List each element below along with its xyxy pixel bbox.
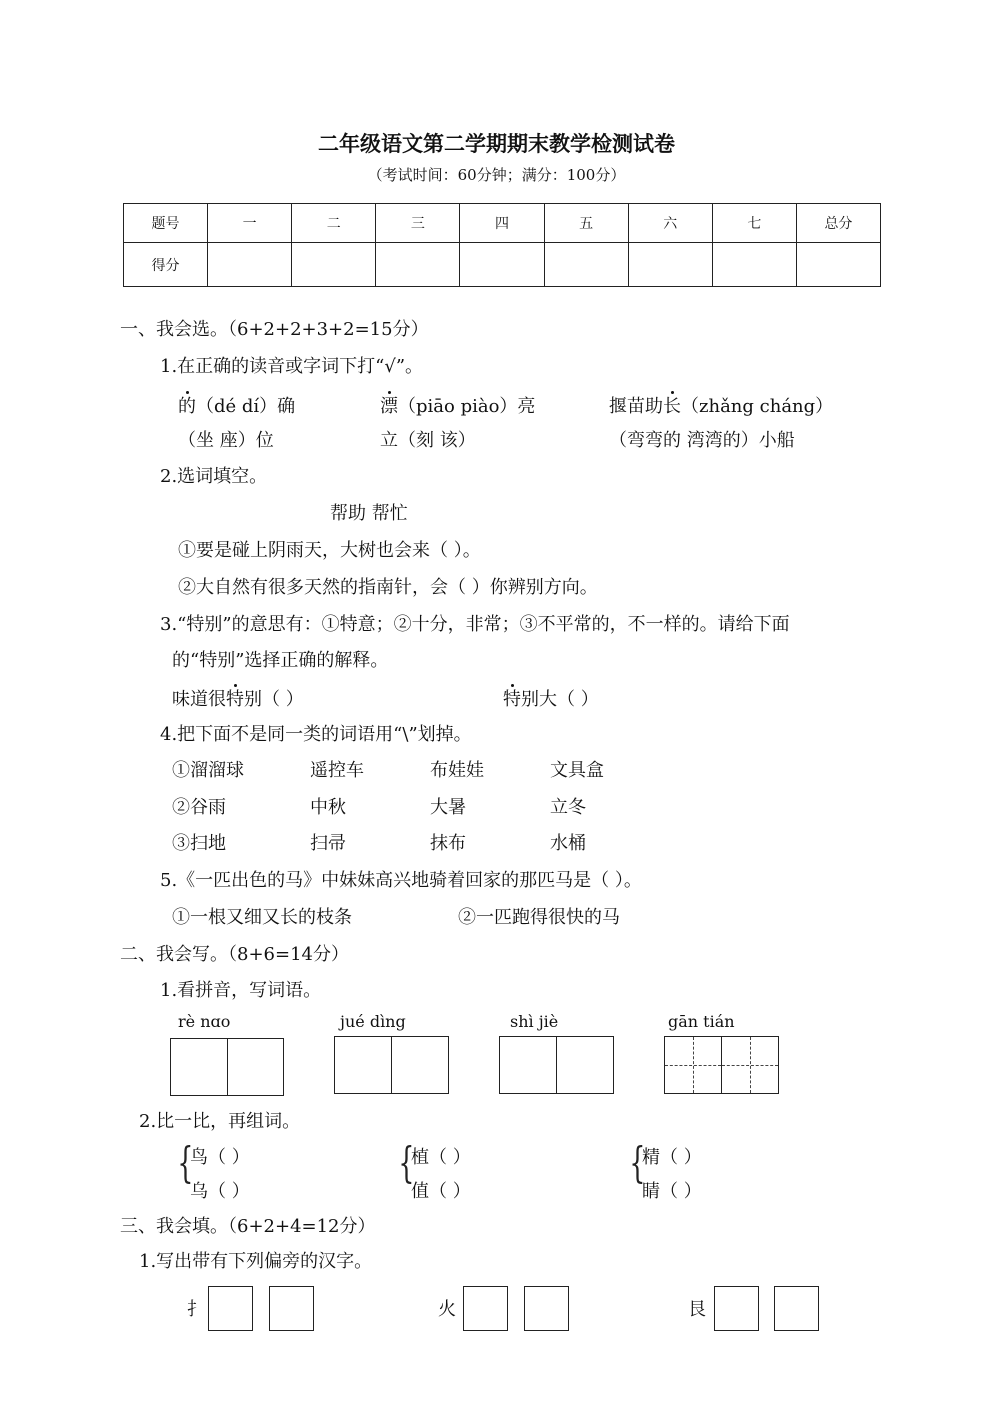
q4-prompt: 4.把下面不是同一类的词语用“\”划掉。 bbox=[160, 724, 472, 745]
row-label: 得分 bbox=[124, 243, 208, 287]
table-header-cell: 七 bbox=[712, 204, 796, 243]
writing-box[interactable] bbox=[334, 1036, 449, 1094]
score-cell[interactable] bbox=[628, 243, 712, 287]
dotted-char: 特 bbox=[226, 689, 244, 710]
q1-option-b2[interactable]: 立（刻 该） bbox=[380, 430, 476, 451]
score-cell[interactable] bbox=[376, 243, 460, 287]
score-cell[interactable] bbox=[712, 243, 796, 287]
phrase-text: 别 bbox=[244, 689, 262, 710]
dotted-char: 的 bbox=[178, 396, 196, 417]
q4-word[interactable]: ①溜溜球 bbox=[172, 760, 244, 781]
table-header-cell: 五 bbox=[544, 204, 628, 243]
radical-label: 火 bbox=[438, 1299, 456, 1320]
q1-option-a1[interactable] bbox=[178, 392, 295, 418]
answer-blank: （ ） bbox=[262, 689, 304, 710]
tian-grid-writing-box[interactable] bbox=[664, 1036, 779, 1094]
section-1-heading: 一、我会选。（6+2+2+3+2=15分） bbox=[120, 319, 429, 340]
radical-label: 艮 bbox=[688, 1299, 706, 1320]
table-header-cell: 二 bbox=[292, 204, 376, 243]
score-cell[interactable] bbox=[208, 243, 292, 287]
q1-option-a3[interactable] bbox=[609, 392, 833, 418]
compare-item[interactable]: 值（ ） bbox=[411, 1181, 471, 1202]
answer-box[interactable] bbox=[208, 1286, 253, 1331]
q4-word[interactable]: 抹布 bbox=[430, 833, 466, 854]
q4-word[interactable]: 水桶 bbox=[550, 833, 586, 854]
pinyin-label: gān tián bbox=[668, 1012, 735, 1031]
compare-item[interactable]: 鸟（ ） bbox=[190, 1147, 250, 1168]
q1-option-a2[interactable] bbox=[380, 392, 535, 418]
q4-word[interactable]: ③扫地 bbox=[172, 833, 226, 854]
pinyin-label: jué dìng bbox=[340, 1012, 406, 1031]
writing-box[interactable] bbox=[499, 1036, 614, 1094]
option-text: （piāo piào）亮 bbox=[398, 396, 536, 417]
dotted-char: 长 bbox=[663, 396, 681, 417]
table-header-cell: 总分 bbox=[796, 204, 880, 243]
q4-word[interactable]: 大暑 bbox=[430, 797, 466, 818]
q2-1-prompt: 1.看拼音，写词语。 bbox=[160, 980, 322, 1001]
score-cell[interactable] bbox=[796, 243, 880, 287]
table-header-cell: 四 bbox=[460, 204, 544, 243]
q3-1-prompt: 1.写出带有下列偏旁的汉字。 bbox=[139, 1251, 373, 1272]
q4-word[interactable]: 扫帚 bbox=[310, 833, 346, 854]
q4-word[interactable]: 立冬 bbox=[550, 797, 586, 818]
compare-item[interactable]: 植（ ） bbox=[411, 1147, 471, 1168]
q5-option-1[interactable]: ①一根又细又长的枝条 bbox=[172, 907, 352, 928]
q5-prompt: 5.《一匹出色的马》中妹妹高兴地骑着回家的那匹马是（ ）。 bbox=[160, 870, 642, 891]
compare-item[interactable]: 精（ ） bbox=[642, 1147, 702, 1168]
score-table-score-row bbox=[124, 243, 881, 287]
page-title: 二年级语文第二学期期末教学检测试卷 bbox=[318, 132, 675, 156]
q2-prompt: 2.选词填空。 bbox=[160, 466, 268, 487]
table-header-cell: 一 bbox=[208, 204, 292, 243]
brace-icon: { bbox=[177, 1138, 194, 1187]
score-table bbox=[123, 203, 881, 287]
compare-item[interactable]: 乌（ ） bbox=[190, 1181, 250, 1202]
score-table-header-row bbox=[124, 204, 881, 243]
q4-word[interactable]: ②谷雨 bbox=[172, 797, 226, 818]
answer-box[interactable] bbox=[463, 1286, 508, 1331]
q3-phrase-1[interactable] bbox=[172, 685, 304, 711]
q3-phrase-2[interactable] bbox=[503, 685, 599, 711]
q4-word[interactable]: 文具盒 bbox=[550, 760, 604, 781]
table-header-cell: 六 bbox=[628, 204, 712, 243]
q3-prompt-line-2: 的“特别”选择正确的解释。 bbox=[172, 650, 389, 671]
q2-2-prompt: 2.比一比，再组词。 bbox=[139, 1111, 301, 1132]
phrase-text: 味道很 bbox=[172, 689, 226, 710]
q4-word[interactable]: 布娃娃 bbox=[430, 760, 484, 781]
q1-prompt: 1.在正确的读音或字词下打“√”。 bbox=[160, 356, 424, 377]
pinyin-label: rè nɑo bbox=[178, 1012, 231, 1031]
score-cell[interactable] bbox=[460, 243, 544, 287]
pinyin-label: shì jiè bbox=[510, 1012, 559, 1031]
writing-box[interactable] bbox=[170, 1038, 284, 1096]
q3-prompt-line-1: 3.“特别”的意思有：①特意；②十分，非常；③不平常的，不一样的。请给下面 bbox=[160, 614, 790, 635]
dotted-char: 特 bbox=[503, 689, 521, 710]
dotted-char: 漂 bbox=[380, 396, 398, 417]
score-cell[interactable] bbox=[292, 243, 376, 287]
phrase-text: 别大（ ） bbox=[521, 689, 599, 710]
q4-word[interactable]: 遥控车 bbox=[310, 760, 364, 781]
section-2-heading: 二、我会写。（8+6=14分） bbox=[120, 944, 349, 965]
section-3-heading: 三、我会填。（6+2+4=12分） bbox=[120, 1216, 376, 1237]
q4-word[interactable]: 中秋 bbox=[310, 797, 346, 818]
answer-box[interactable] bbox=[774, 1286, 819, 1331]
q1-option-b3[interactable]: （弯弯的 湾湾的）小船 bbox=[609, 430, 795, 451]
answer-box[interactable] bbox=[269, 1286, 314, 1331]
radical-label: 扌 bbox=[187, 1299, 205, 1320]
q2-sentence-1[interactable]: ①要是碰上阴雨天，大树也会来（ ）。 bbox=[178, 540, 481, 561]
table-header-cell: 题号 bbox=[124, 204, 208, 243]
option-text: 揠苗助 bbox=[609, 396, 663, 417]
table-header-cell: 三 bbox=[376, 204, 460, 243]
q5-option-2[interactable]: ②一匹跑得很快的马 bbox=[458, 907, 620, 928]
q1-option-b1[interactable]: （坐 座）位 bbox=[178, 430, 274, 451]
answer-box[interactable] bbox=[524, 1286, 569, 1331]
exam-info: （考试时间：60分钟；满分：100分） bbox=[367, 166, 626, 184]
q2-sentence-2[interactable]: ②大自然有很多天然的指南针，会（ ）你辨别方向。 bbox=[178, 577, 598, 598]
option-text: （dé dí）确 bbox=[196, 396, 296, 417]
answer-box[interactable] bbox=[714, 1286, 759, 1331]
score-cell[interactable] bbox=[544, 243, 628, 287]
option-text: （zhǎng cháng） bbox=[681, 396, 834, 417]
brace-icon: { bbox=[629, 1138, 646, 1187]
compare-item[interactable]: 睛（ ） bbox=[642, 1181, 702, 1202]
brace-icon: { bbox=[398, 1138, 415, 1187]
q2-word-bank: 帮助 帮忙 bbox=[330, 503, 408, 524]
